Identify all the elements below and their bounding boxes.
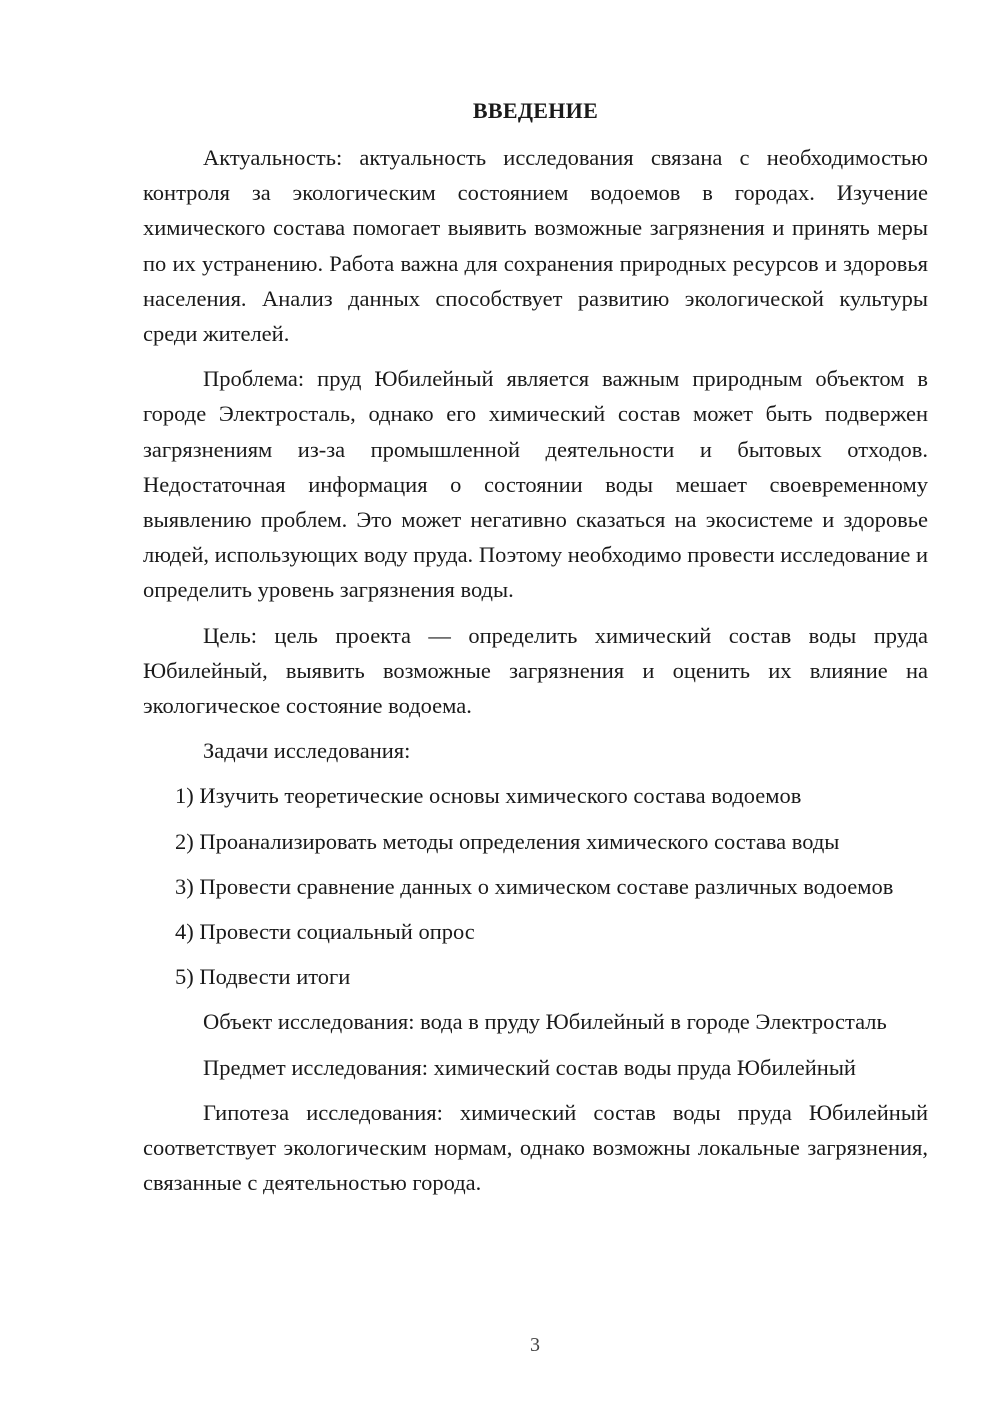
problem-paragraph: Проблема: пруд Юбилейный является важным природным объектом в городе Электросталь, однако его химический состав может быть подвержен загрязнениям из-за промышленной деятельности и бытовых отходов. Недостаточная информация о состоянии воды мешает своевременному выявлению проблем. Это может негативно сказаться на экосистеме и здоровье людей, использующих воду пруда. Поэтому необходимо провести исследование и определить уровень загрязнения воды.	[143, 366, 928, 603]
object-paragraph: Объект исследования: вода в пруду Юбилейный в городе Электросталь	[203, 1009, 887, 1035]
task-item: 1) Изучить теоретические основы химического состава водоемов	[175, 783, 802, 809]
task-item: 4) Провести социальный опрос	[175, 919, 475, 945]
page-number: 3	[530, 1334, 540, 1356]
page-title: ВВЕДЕНИЕ	[472, 98, 599, 123]
hypothesis-paragraph: Гипотеза исследования: химический состав воды пруда Юбилейный соответствует экологическим нормам, однако возможны локальные загрязнения, связанные с деятельностью города.	[143, 1099, 928, 1196]
task-item: 2) Проанализировать методы определения химического состава воды	[175, 828, 840, 854]
document-page	[143, 94, 928, 1210]
task-item: 5) Подвести итоги	[175, 964, 351, 990]
tasks-list	[143, 778, 928, 994]
relevance-paragraph: Актуальность: актуальность исследования связана с необходимостью контроля за экологическим состоянием водоемов в городах. Изучение химического состава помогает выявить возможные загрязнения и принять меры по их устранению. Работа важна для сохранения природных ресурсов и здоровья населения. Анализ данных способствует развитию экологической культуры среди жителей.	[143, 145, 928, 347]
goal-paragraph: Цель: цель проекта — определить химический состав воды пруда Юбилейный, выявить возможные загрязнения и оценить их влияние на экологическое состояние водоема.	[143, 622, 928, 719]
tasks-heading: Задачи исследования:	[203, 738, 411, 764]
task-item: 3) Провести сравнение данных о химическом составе различных водоемов	[175, 873, 894, 899]
subject-paragraph: Предмет исследования: химический состав воды пруда Юбилейный	[203, 1054, 856, 1080]
